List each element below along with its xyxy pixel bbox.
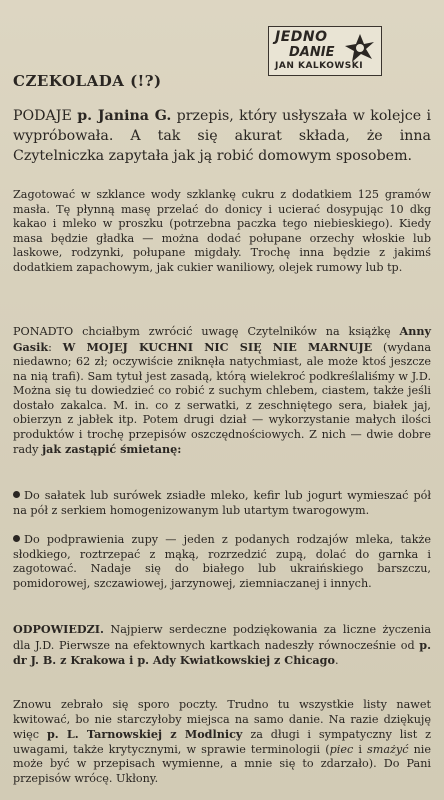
bullet-2-text: Do podprawienia zupy — jeden z podanych rodzajów mleka, także słodkiego, roztrzepać z mąką, rozrzedzić zupą, dolać do garnka i zagotować. Nadaje się do białego lub ukraińskiego barszczu, pomidorowej, szczawiowej, jarzynowej, ziemniaczanej i innych. xyxy=(13,533,431,590)
reader-name: p. Janina G. xyxy=(77,108,172,124)
bullet-1-text: Do sałatek lub surówek zsiadłe mleko, kefir lub jogurt wymieszać pół na pół z serkiem homogenizowanym lub utartym twarogowym. xyxy=(13,489,431,517)
p3-text-b: . xyxy=(334,654,339,667)
lead-paragraph xyxy=(13,106,431,166)
recipe-paragraph: Zagotować w szklance wody szklankę cukru z dodatkiem 125 gramów masła. Tę płynną masę przelać do donicy i ucierać dosypując 10 dkg kakao i mleko w proszku (potrzebna paczka tego niebieskiego). Kiedy masa będzie gładka — można dodać połupane orzechy włoskie lub laskowe, rodzynki, połupane migdały. Trochę inna będzie z jakimś dodatkiem zapachowym, jak cukier waniliowy, olejek rumowy lub tp. xyxy=(13,188,431,274)
bullet-icon xyxy=(13,491,20,498)
p4-italic-2: smażyć xyxy=(367,742,409,756)
p4-bold-name: p. L. Tarnowskiej z Modlnicy xyxy=(46,727,243,741)
p2-bold-end: jak zastąpić śmietanę: xyxy=(42,442,182,456)
lead-text: przepis, który usłyszała w kolejce i wypróbowała. A tak się akurat składa, że inna Czytelniczka zapytała jak ją robić domowym sposobem. xyxy=(13,108,431,164)
p2-text-c: (wydana niedawno; 62 zł; oczywiście zniknęła natychmiast, ale może ktoś jeszcze na nią trafi). Sam tytuł jest zasadą, którą wielekroć podkreślaliśmy w J.D. Można się tu dowiedzieć co robić z suchym chlebem, ciastem, także jeśli dostało zakalca. M. in. co z serwatki, z zeschniętego sera, białek jaj, obierzyn z jabłek itp. Potem drugi dział — wykorzystanie małych ilości produktów i trochę przepisów oszczędnościowych. Z nich — dwie dobre rady xyxy=(13,340,432,456)
p3-bold-names: p. dr J. B. z Krakowa i p. Ady Kwiatkowskiej z Chicago xyxy=(13,637,431,667)
p2-lead: PONADTO xyxy=(13,325,74,338)
p4-text-b: za długi i sympatyczny list z uwagami, także krytycznymi, w sprawie terminologii ( xyxy=(13,728,431,756)
p4-italic-1: piec xyxy=(329,742,354,756)
p2-text-b: : xyxy=(48,340,63,354)
bullet-item-soups xyxy=(13,533,431,591)
book-paragraph xyxy=(13,324,431,458)
p2-text-a: chciałbym zwrócić uwagę Czytelników na książkę xyxy=(73,325,400,338)
logo-author: JAN KALKOWSKI xyxy=(275,61,364,71)
logo-line-2: DANIE xyxy=(289,45,335,60)
book-author: Anny Gasik xyxy=(13,324,431,354)
closing-paragraph xyxy=(13,698,431,786)
p4-text-c: i xyxy=(353,742,367,756)
lead-word: PODAJE xyxy=(13,108,72,124)
answers-lead: ODPOWIEDZI. xyxy=(13,622,104,636)
logo-line-1: JEDNO xyxy=(275,29,328,45)
plate-illustration-icon xyxy=(343,31,377,65)
answers-paragraph xyxy=(13,622,431,669)
article-title: CZEKOLADA (!?) xyxy=(13,72,162,90)
bullet-item-salads xyxy=(13,489,431,518)
p4-text-d: nie może być w przepisach wymienne, a mnie się to zdarzało). Do Pani przepisów wrócę. Ukłony. xyxy=(13,742,431,785)
p4-text-a: Znowu zebrało się sporo poczty. Trudno tu wszystkie listy nawet kwitować, bo nie starczyłoby miejsca na samo danie. Na razie dziękuję więc xyxy=(13,698,431,741)
book-title: W MOJEJ KUCHNI NIC SIĘ NIE MARNUJE xyxy=(62,339,373,354)
bullet-icon xyxy=(13,535,20,542)
p3-text-a: Najpierw serdeczne podziękowania za liczne życzenia dla J.D. Pierwsze na efektownych kartkach nadeszły równocześnie od xyxy=(13,623,431,652)
column-logo xyxy=(268,26,382,76)
